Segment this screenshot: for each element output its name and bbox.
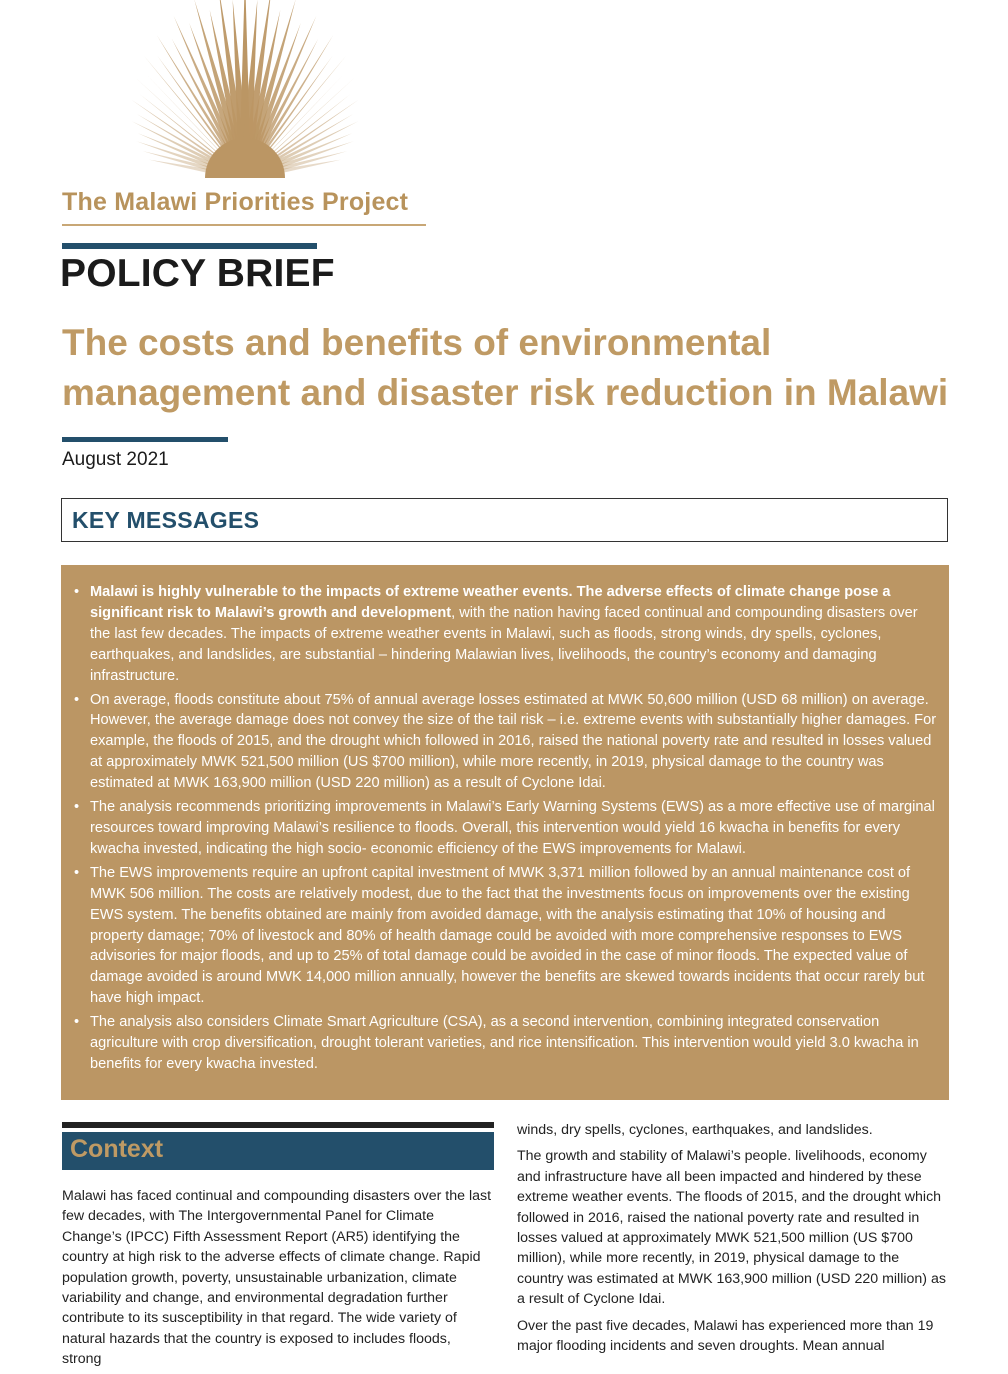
key-messages-list	[74, 582, 937, 1075]
key-message-item	[74, 582, 937, 687]
context-paragraph-left: Malawi has faced continual and compounding disasters over the last few decades, with The Intergovernmental Panel for Climate Change’s (IPCC) Fifth Assessment Report (AR5) identifying the country at high risk to the adverse effects of climate change. Rapid population growth, poverty, unsustainable urbanization, climate variability and change, and environmental degradation further contribute to its susceptibility in that regard. The wide variety of natural hazards that the country is exposed to includes floods, strong	[62, 1188, 492, 1368]
document-type: POLICY BRIEF	[60, 252, 335, 295]
key-message-text: The analysis also considers Climate Smart Agriculture (CSA), as a second intervention, combining integrated conservation agriculture with crop diversification, drought tolerant varieties, and rice intensification. This intervention would yield 3.0 kwacha in benefits for every kwacha invested.	[90, 1014, 919, 1072]
key-messages-panel	[61, 565, 949, 1100]
page-title: The costs and benefits of environmental management and disaster risk reduction in Malawi	[62, 322, 949, 413]
key-messages-header	[61, 498, 948, 542]
project-name: The Malawi Priorities Project	[62, 188, 409, 216]
project-name-rule	[62, 224, 426, 226]
key-message-text: , with the nation having faced continual and compounding disasters over the last few decades. The impacts of extreme weather events in Malawi, such as floods, strong winds, dry spells, cyclones, earthquakes, and landslides, are substantial – hindering Malawian lives, livelihoods, the country’s economy and damaging infrastructure.	[90, 604, 918, 684]
key-message-text: The EWS improvements require an upfront capital investment of MWK 3,371 million followed by an annual maintenance cost of MWK 506 million. The costs are relatively modest, due to the fact that the investments focus on improvements over the existing EWS system. The benefits obtained are mainly from avoided damage, with the analysis estimating that 10% of housing and property damage; 70% of livestock and 80% of health damage could be avoided with more comprehensive responses to EWS advisories for major floods, and up to 25% of total damage could be avoided in the case of minor floods. The expected value of damage avoided is around MWK 14,000 million annually, however the benefits are skewed towards incidents that occur rarely but have high impact.	[90, 864, 925, 1007]
context-bar	[62, 1122, 494, 1128]
context-paragraph: winds, dry spells, cyclones, earthquakes, and landslides.	[517, 1122, 873, 1138]
key-messages-title: KEY MESSAGES	[72, 507, 260, 533]
key-message-item	[74, 797, 937, 860]
date-bar	[62, 437, 228, 442]
key-message-item	[74, 690, 937, 795]
key-message-item	[74, 863, 937, 1009]
policy-brief-bar	[62, 243, 317, 249]
key-message-text: The analysis recommends prioritizing improvements in Malawi’s Early Warning Systems (EWS) as a more effective use of marginal resources toward improving Malawi’s resilience to floods. Overall, this intervention would yield 16 kwacha in benefits for every kwacha invested, indicating the high socio- economic efficiency of the EWS improvements for Malawi.	[90, 799, 935, 857]
context-column-right	[517, 1120, 949, 1362]
context-title: Context	[70, 1135, 164, 1163]
key-message-bold: Malawi is highly vulnerable to the impacts of extreme weather events. The adverse effects of climate change pose a significant risk to Malawi’s growth and development	[90, 584, 891, 621]
publication-date: August 2021	[62, 449, 169, 470]
context-paragraph: The growth and stability of Malawi’s people. livelihoods, economy and infrastructure have all been impacted and hindered by these extreme weather events. The floods of 2015, and the drought which followed in 2016, raised the national poverty rate and resulted in losses valued at approximately MWK 521,500 million (US $700 million), while more recently, in 2019, physical damage to the country was estimated at MWK 163,900 million (USD 220 million) as a result of Cyclone Idai.	[517, 1148, 946, 1308]
sunburst-logo-icon	[60, 0, 430, 185]
key-message-text: On average, floods constitute about 75% of annual average losses estimated at MWK 50,600 million (USD 68 million) on average. However, the average damage does not convey the size of the tail risk – i.e. extreme events with substantially higher damages. For example, the floods of 2015, and the drought which followed in 2016, raised the national poverty rate and resulted in losses valued at approximately MWK 521,500 million (US $700 million), while more recently, in 2019, physical damage to the country was estimated at MWK 163,900 million (USD 220 million) as a result of Cyclone Idai.	[90, 691, 937, 792]
context-paragraph: Over the past five decades, Malawi has experienced more than 19 major flooding incidents and seven droughts. Mean annual	[517, 1317, 934, 1355]
context-header	[62, 1132, 494, 1170]
key-message-item	[74, 1012, 937, 1075]
